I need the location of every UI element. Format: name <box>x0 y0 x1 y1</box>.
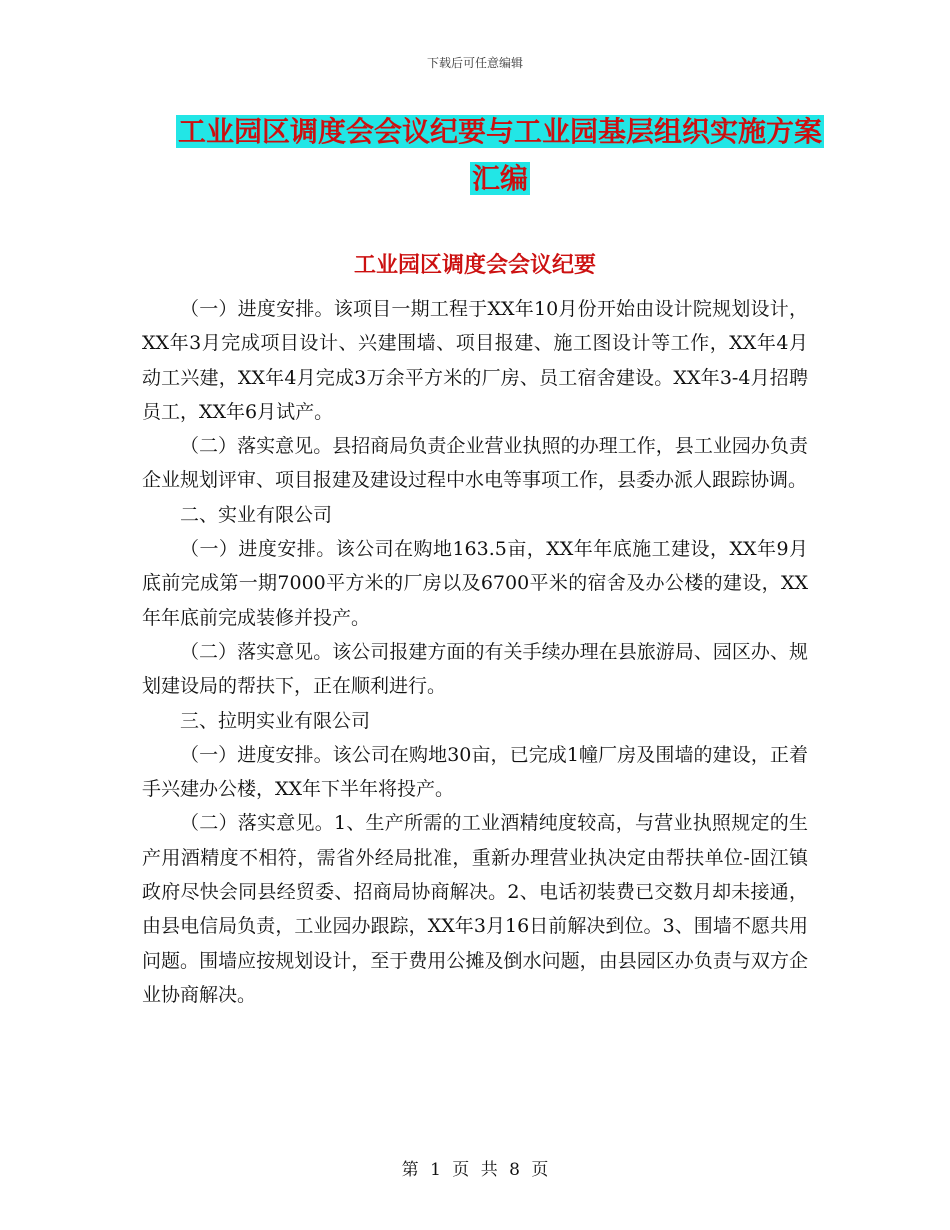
paragraph: （二）落实意见。该公司报建方面的有关手续办理在县旅游局、园区办、规划建设局的帮扶下，正在顺利进行。 <box>142 640 808 698</box>
document-body <box>142 292 808 1012</box>
header-note: 下载后可任意编辑 <box>426 56 523 70</box>
paragraph: （二）落实意见。县招商局负责企业营业执照的办理工作，县工业园办负责企业规划评审、项目报建及建设过程中水电等事项工作，县委办派人跟踪协调。 <box>142 435 808 492</box>
paragraph: （一）进度安排。该项目一期工程于XX年10月份开始由设计院规划设计，XX年3月完成项目设计、兴建围墙、项目报建、施工图设计等工作，XX年4月动工兴建，XX年4月完成3万余平方米的厂房、员工宿舍建设。XX年3-4月招聘员工，XX年6月试产。 <box>142 298 808 423</box>
section-title: 工业园区调度会会议纪要 <box>353 253 596 278</box>
paragraph: （一）进度安排。该公司在购地30亩，已完成1幢厂房及围墙的建设，正着手兴建办公楼，XX年下半年将投产。 <box>142 743 808 801</box>
paragraph: （二）落实意见。1、生产所需的工业酒精纯度较高，与营业执照规定的生产用酒精度不相符，需省外经局批准，重新办理营业执决定由帮扶单位-固江镇政府尽快会同县经贸委、招商局协商解决。2、电话初装费已交数月却未接通，由县电信局负责，工业园办跟踪，XX年3月16日前解决到位。3、围墙不愿共用问题。围墙应按规划设计，至于费用公摊及倒水问题，由县园区办负责与双方企业协商解决。 <box>142 812 808 1006</box>
section-heading: 三、拉明实业有限公司 <box>180 709 371 732</box>
paragraph: （一）进度安排。该公司在购地163.5亩，XX年年底施工建设，XX年9月底前完成第一期7000平方米的厂房以及6700平米的宿舍及办公楼的建设，XX年年底前完成装修并投产。 <box>142 538 808 629</box>
page-footer: 第 1 页 共 8 页 <box>401 1160 549 1180</box>
document-title <box>140 108 860 202</box>
section-heading: 二、实业有限公司 <box>180 503 333 526</box>
title-line-2: 汇编 <box>471 162 528 195</box>
title-line-1: 工业园区调度会会议纪要与工业园基层组织实施方案 <box>177 115 822 148</box>
